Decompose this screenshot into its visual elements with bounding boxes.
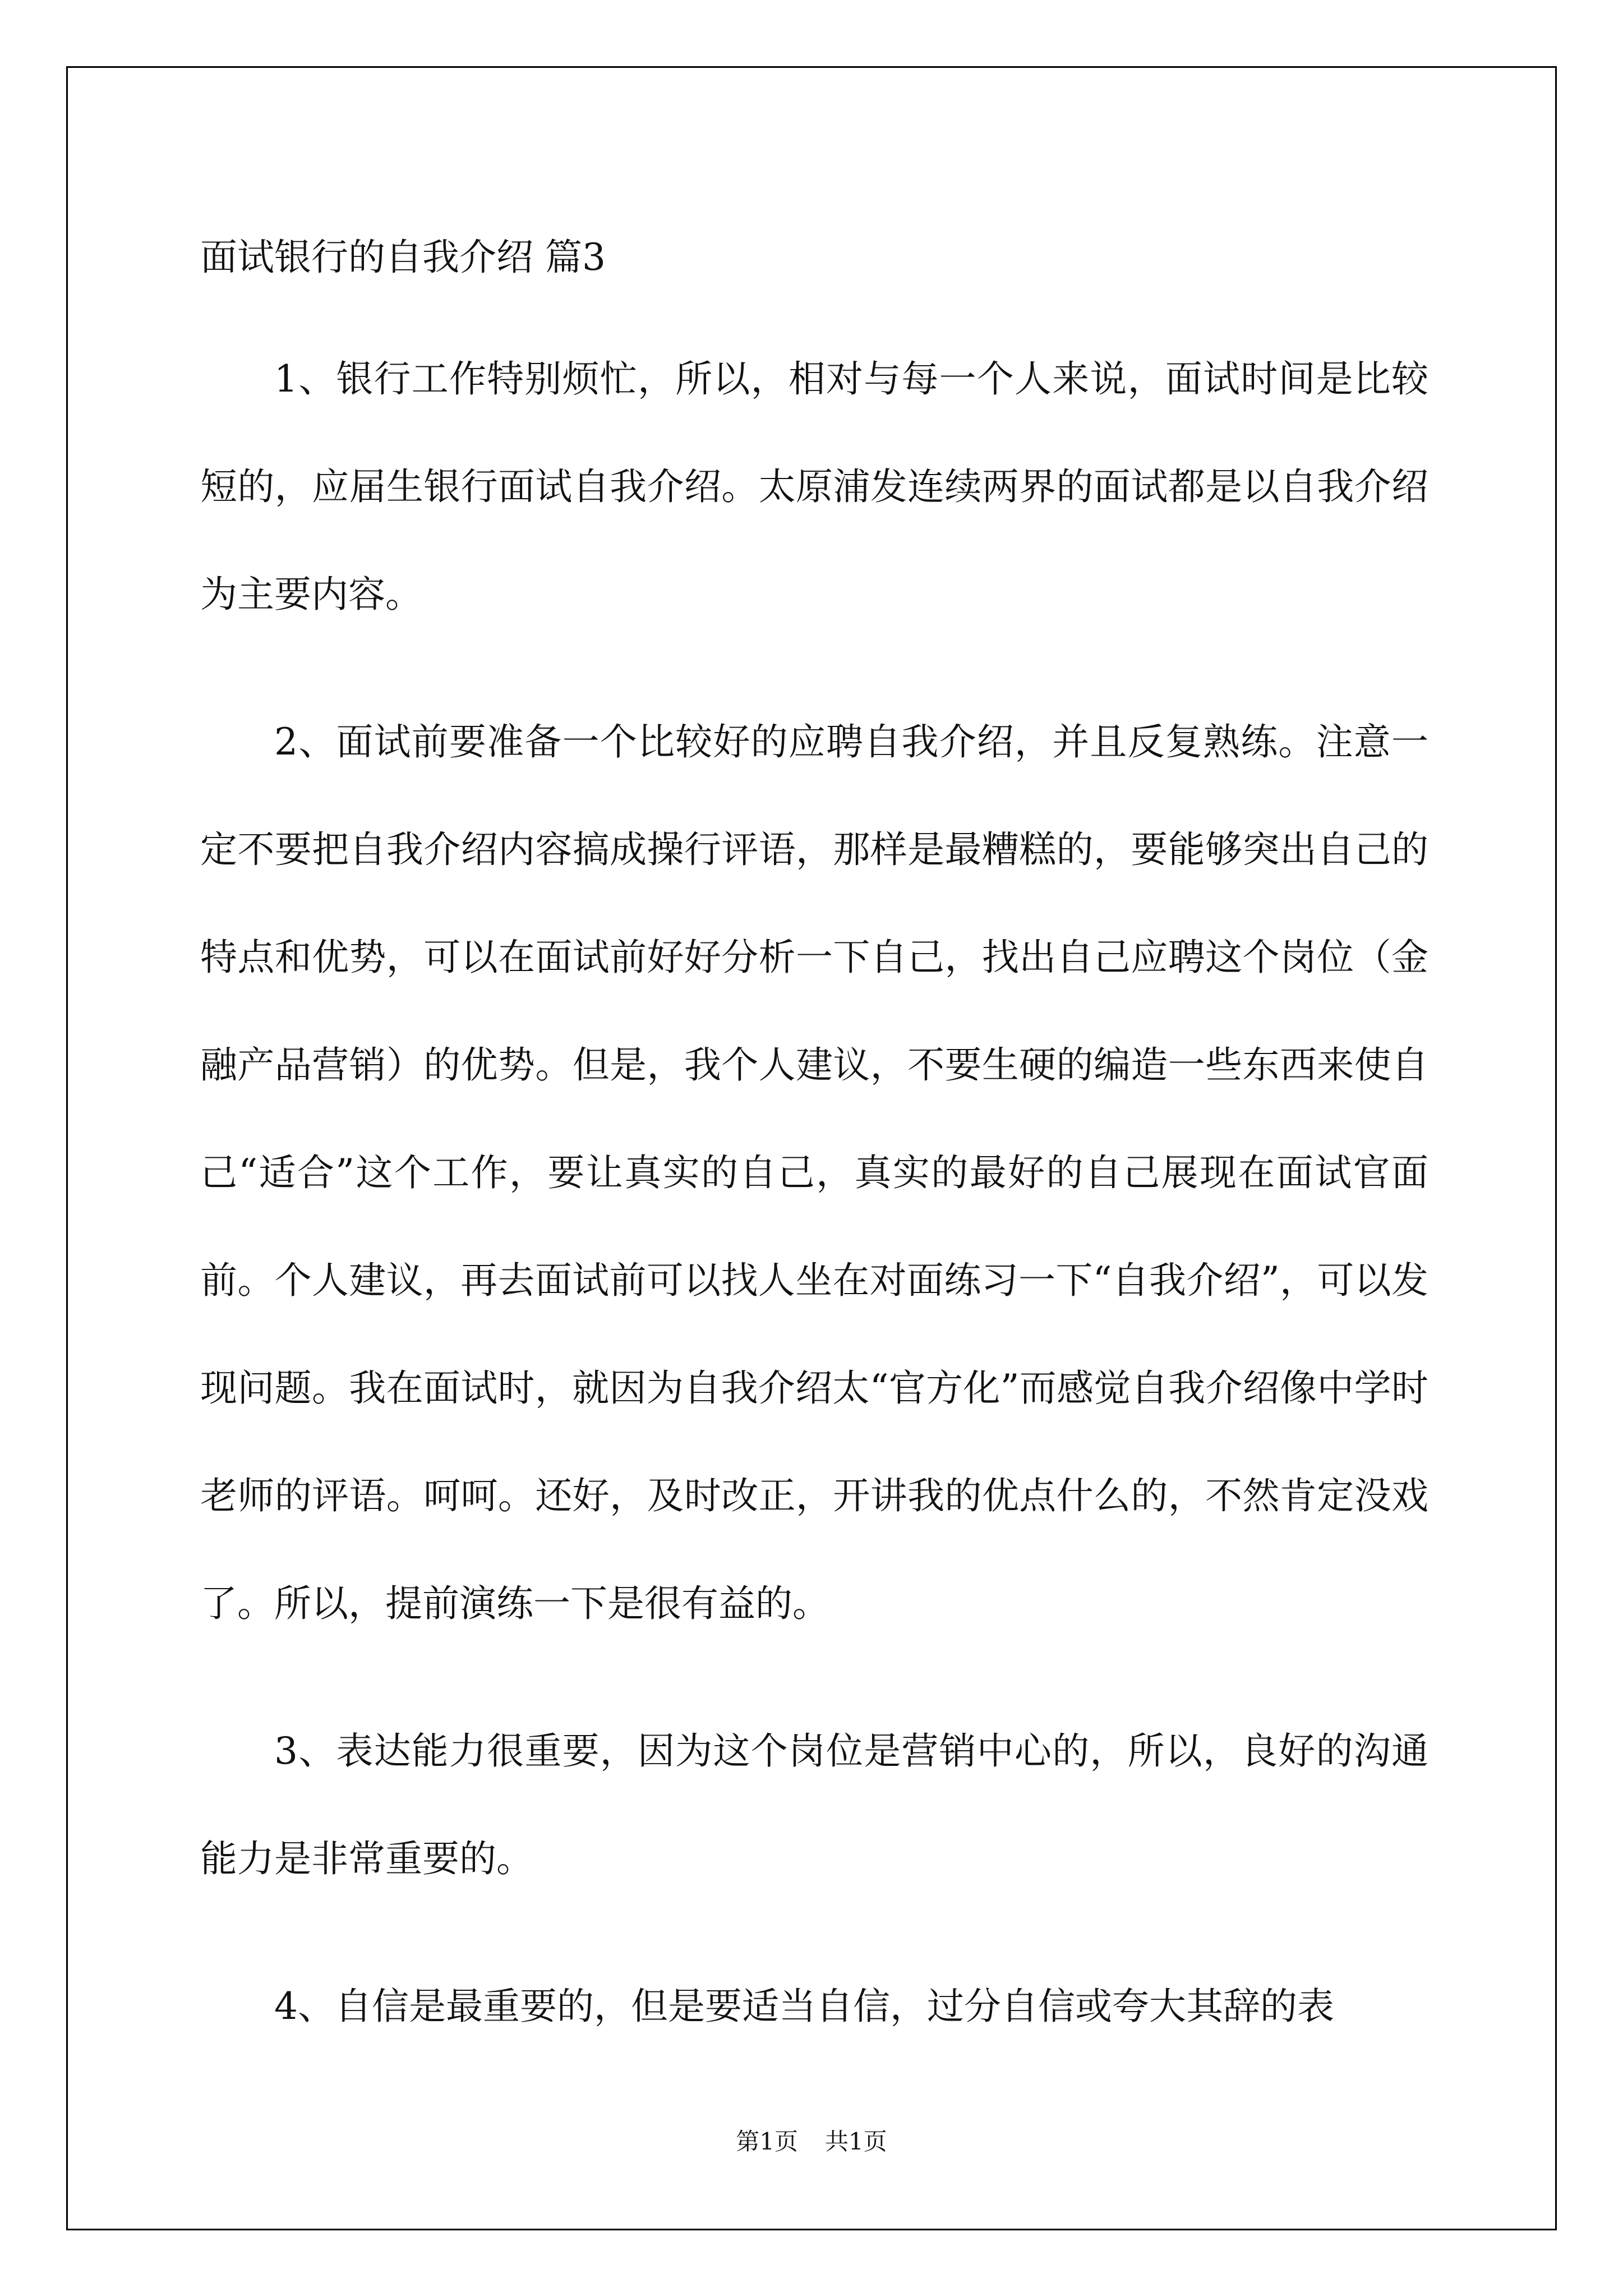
paragraph-1: 1、银行工作特别烦忙，所以，相对与每一个人来说，面试时间是比较短的，应届生银行面试自我介绍。太原浦发连续两界的面试都是以自我介绍为主要内容。 (200, 357, 1428, 616)
page-number: 第1页 (736, 2128, 798, 2155)
document-body (200, 219, 1428, 2060)
paragraph-4: 4、自信是最重要的，但是要适当自信，过分自信或夸大其辞的表 (274, 1985, 1334, 2028)
document-title: 面试银行的自我介绍 篇3 (200, 236, 606, 279)
page-total: 共1页 (825, 2128, 887, 2155)
paragraph-3: 3、表达能力很重要，因为这个岗位是营销中心的，所以，良好的沟通能力是非常重要的。 (200, 1729, 1428, 1880)
paragraph-2: 2、面试前要准备一个比较好的应聘自我介绍，并且反复熟练。注意一定不要把自我介绍内容搞成操行评语，那样是最糟糕的，要能够突出自己的特点和优势，可以在面试前好好分析一下自己，找出自己应聘这个岗位（金融产品营销）的优势。但是，我个人建议，不要生硬的编造一些东西来使自己“适合”这个工作，要让真实的自己，真实的最好的自己展现在面试官面前。个人建议，再去面试前可以找人坐在对面练习一下“自我介绍”，可以发现问题。我在面试时，就因为自我介绍太“官方化”而感觉自我介绍像中学时老师的评语。呵呵。还好，及时改正，开讲我的优点什么的，不然肯定没戏了。所以，提前演练一下是很有益的。 (200, 720, 1428, 1625)
page-footer (0, 2125, 1623, 2159)
